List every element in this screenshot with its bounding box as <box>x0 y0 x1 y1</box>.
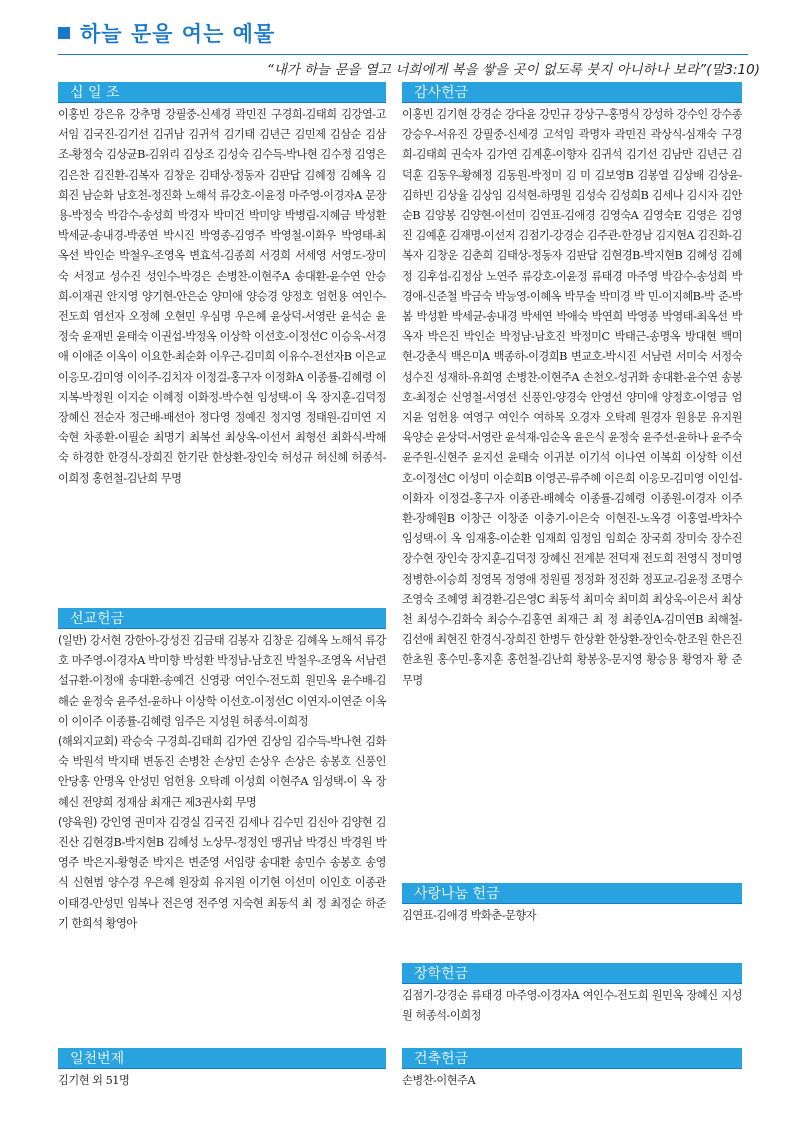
group-label: (양육원) <box>58 815 97 829</box>
section-title: 일천번제 <box>58 1048 386 1069</box>
donor-list: 김점기-강경순 류태경 마주영-이경자A 여인수-전도희 원민옥 장혜신 지성원 허종석-이희정 <box>402 989 742 1023</box>
title-divider <box>58 54 748 55</box>
group-label: (해외지교회) <box>58 735 118 749</box>
section-mission <box>58 608 386 934</box>
mission-group-orphanage <box>58 813 386 934</box>
section-thanks <box>402 82 742 691</box>
donor-list <box>58 631 386 934</box>
section-title: 사랑나눔 헌금 <box>402 883 742 904</box>
group-donors: 강서현 강한아-강성진 김금태 김봉자 김창운 김혜옥 노해석 류강호 마주영-이경자A 박미향 박성환 박정남-남호진 박철우-조영옥 서남련 설규환-이정애 송대환-송예건 신영광 여인수-전도희 원민옥 윤수배-김해순 윤정숙 윤주선-윤하나 이상학 이선호-이정선C 이연지-이연준 이옥이 이이주 이종률-김혜령 임주은 지성원 허종석-이희정 <box>58 634 386 728</box>
section-title: 십 일 조 <box>58 82 386 103</box>
title-row <box>58 18 758 48</box>
section-building <box>402 1048 742 1091</box>
mission-group-overseas <box>58 732 386 813</box>
section-love <box>402 883 742 926</box>
section-firstfruit <box>58 1048 386 1091</box>
section-tithe <box>58 82 386 489</box>
page-title: 하늘 문을 여는 예물 <box>80 22 276 46</box>
section-title: 건축헌금 <box>402 1048 742 1069</box>
donor-list: 이홍빈 김기현 강경순 강다윤 강민규 강상구-홍명식 강성하 강수인 강수종 강승우-서유진 강필중-신세경 고석임 곽명자 곽민진 곽상식-심재숙 구경희-김태희 권숙자 김가연 김계훈-이향자 김귀석 김기선 김남만 김년근 김덕훈 김동우-황혜정 김동원-박정미 김 미 김보영B 김봉열 김상배 김상윤-김하빈 김상율 김상임 김석현-하명원 김성숙 김성희B 김세나 김시자 김안순B 김양봉 김양현-이선미 김연표-김애경 김영숙A 김영숙E 김영은 김영진 김예훈 김재명-이선저 김점기-강경순 김주관-한경남 김지현A 김진화-김복자 김창운 김춘희 김태상-정동자 김판답 김현경B-박지현B 김혜성 김혜정 김후섭-김정삼 노연주 류강호-이윤정 류태경 마주영 박감수-송성희 박경애-신준철 박금숙 박능영-이혜옥 박무술 박미경 박 민-이지혜B-박 준-박 봄 박성환 박세균-송내경 박세연 박애숙 박연희 박영종 박영태-최옥선 박옥자 박은진 박인순 박정남-남호진 박정미C 박태근-송명옥 방대현 백미현-강춘식 백은미A 백종하-이경희B 변교호-박시진 서남련 서미숙 서정숙 성수진 성재하-유희영 손병찬-이현주A 손천오-성귀화 송대환-윤수연 송봉호-최정순 신영철-서영선 신풍인-양경숙 안영선 양미애 양정호-이영금 엄지윤 엄헌용 여영구 여인수 여하목 오경자 오탁례 원경자 원용문 유지원 육양순 윤상덕-서영란 윤석재-임순옥 윤은식 윤정숙 윤주선-윤하나 윤주숙 윤주원-신현주 윤지선 윤태숙 이귀분 이기석 이나연 이복희 이상학 이선호-이정선C 이성미 이순희B 이영곤-류주혜 이은희 이응모-김미영 이인섭-이화자 이정걸-홍구자 이종관-배혜숙 이종률-김혜령 이종원-이경자 이주환-장혜원B 이창근 이창준 이충기-이은숙 이현진-노옥경 이홍열-박차수 임성택-이 옥 임재홍-이순환 임재희 임정임 임희순 장국희 장미숙 장수진 장수현 장인숙 장지훈-김덕정 장혜신 전계분 전덕재 전도희 전영식 정미영 정병한-이승희 정영목 정영애 정원필 정정화 정진화 정포교-김윤정 조명수 조영숙 조혜영 최경환-김은영C 최동석 최미숙 최미희 최상욱-이은서 최상천 최성수-김화숙 최승수-김홍연 최재근 최 정 최종인A-김미연B 최해철-김선애 최현진 한경식-장희진 한병두 한상환 한상환-장인숙-한조원 한은진 한초원 홍수민-홍지훈 홍헌철-김난희 황봉웅-문지영 황승용 황영자 황 준 무명 <box>402 108 742 687</box>
group-donors: 강인영 권미자 김경실 김국진 김세나 김수민 김신아 김양현 김진산 김현경B-박지현B 김혜성 노상무-정정인 맹귀남 박경신 박경원 박영주 박은지-황형준 박지은 변준영 서임량 송대환 송민수 송봉호 송영식 신현범 양수경 우은혜 원장희 유지원 이기현 이선미 이인호 이종관 이태경-안성민 임복나 전은영 전주영 지숙현 최동석 최 정 최정순 하준기 한희석 황영아 <box>58 815 386 930</box>
section-title: 장학헌금 <box>402 963 742 984</box>
section-title: 선교헌금 <box>58 608 386 629</box>
section-title: 감사헌금 <box>402 82 742 103</box>
donor-list: 이홍빈 강은유 강추명 강필중-신세경 곽민진 구경희-김태희 김강열-고서임 김국진-김기선 김귀남 김귀석 김기태 김년근 김민제 김삼순 김삼조-황정숙 김상균B-김위리 김상조 김성숙 김수득-박나현 김수정 김영은 김은찬 김진환-김복자 김창운 김태상-정동자 김판답 김혜정 김혜옥 김희진 남순화 남호천-정진화 노해석 류강호-이윤정 마주영-이경자A 문장용-박정숙 박감수-송성희 박경자 박미건 박미양 박병림-지혜금 박성환 박세균-송내경-박종연 박시진 박영종-김영주 박영철-이화우 박영태-최옥선 박인순 박철우-조영옥 변효석-김종희 서경희 서세영 서영도-장미숙 서정교 성수진 성인수-박경은 손병찬-이현주A 송대환-윤수연 안승희-이재권 안지영 양기현-안은순 양미애 양승경 양정호 엄헌용 여인수-전도희 염선자 오정혜 오현민 우심명 우은혜 윤상덕-서영란 윤석순 윤정숙 윤재빈 윤태숙 이권섭-박정옥 이상학 이선호-이정선C 이승욱-서경애 이애준 이옥이 이요한-최순화 이우근-김미희 이유수-전선자B 이은교 이응모-김미영 이이주-김치자 이정걸-홍구자 이정화A 이종률-김혜령 이지복-박정원 이지순 이혜정 이화정-박수현 임성택-이 옥 장지훈-김덕정 장혜신 전순자 정근배-배선아 정다영 정예진 정지영 정태원-김미연 지숙현 차종환-이필순 최명기 최복선 최상옥-이선서 최형선 최화식-박해숙 하경한 한경식-장희진 한기란 한상환-장인숙 허성규 허신혜 허종석-이희정 홍헌철-김난희 무명 <box>58 108 386 485</box>
group-label: (일반) <box>58 634 87 647</box>
section-scholarship <box>402 963 742 1026</box>
donor-list: 손병찬-이현주A <box>402 1074 476 1087</box>
donor-list: 김기현 외 51명 <box>58 1074 130 1087</box>
page-header <box>58 18 758 55</box>
mission-group-general <box>58 631 386 732</box>
donor-list: 김연표-김애경 박화춘-문향자 <box>402 909 537 922</box>
scripture-quote: “내가 하늘 문을 열고 너희에게 복을 쌓을 곳이 없도록 붓지 아니하나 보라”(말3:10) <box>266 62 760 78</box>
group-donors: 곽승숙 구경희-김태희 김가연 김상임 김수득-박나현 김화숙 박원석 박지태 변동진 손병찬 손상민 손상우 손상은 송봉호 신풍인 안당홍 안명옥 안성민 엄헌용 오탁례 이성희 이현주A 임성택-이 옥 장혜신 전양희 정재삼 최재근 제3권사회 무명 <box>58 735 386 809</box>
square-bullet-icon <box>58 27 70 39</box>
